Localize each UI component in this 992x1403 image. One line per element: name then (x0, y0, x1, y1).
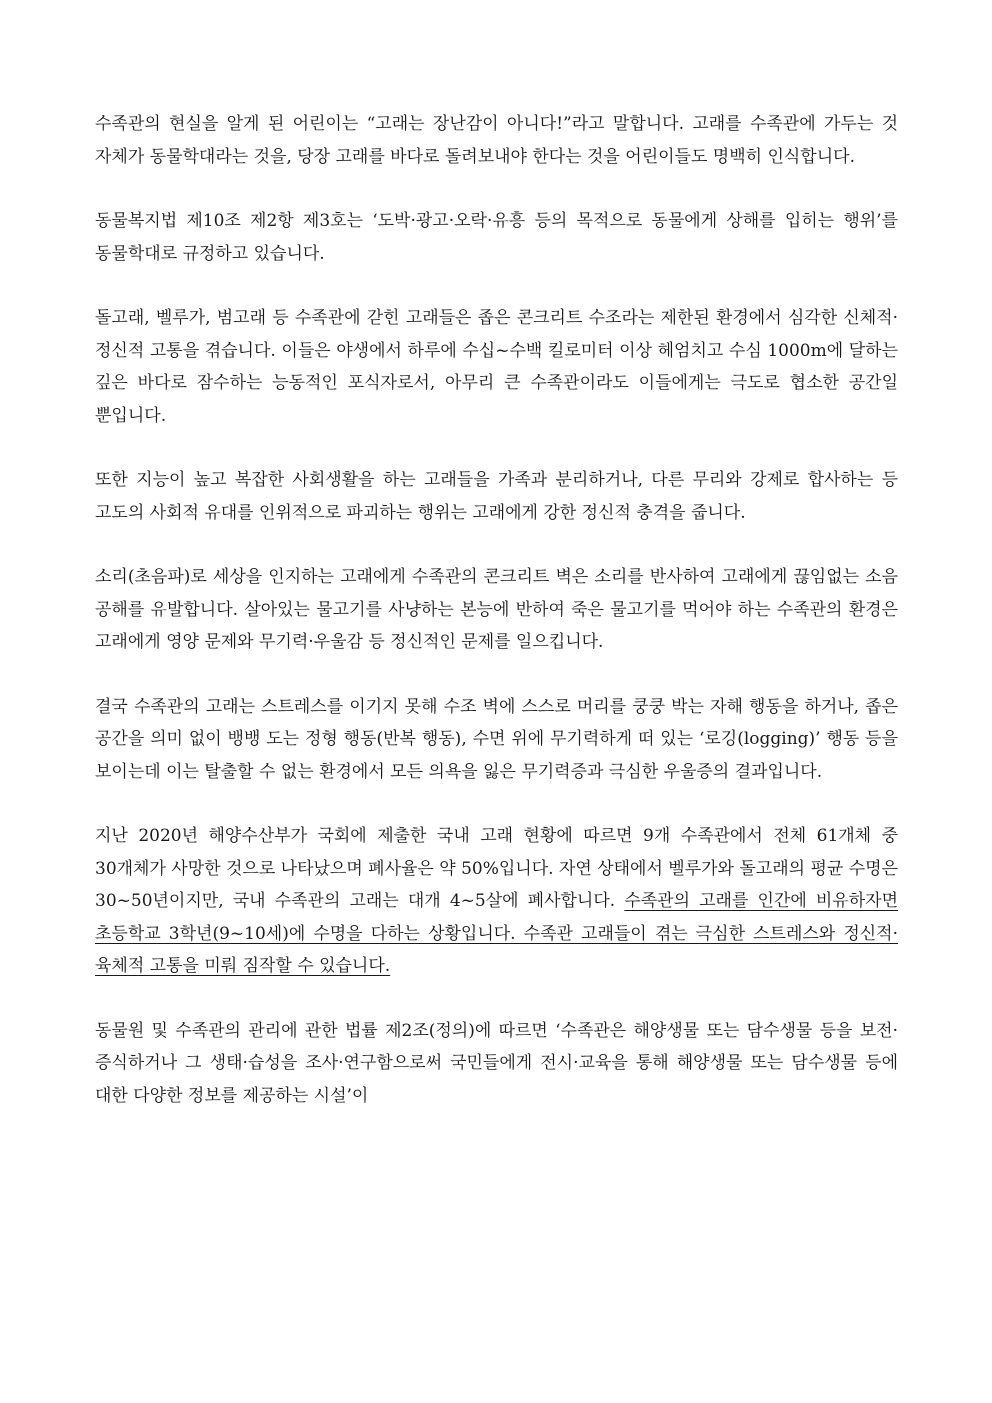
paragraph-children-awareness (95, 108, 898, 173)
paragraph-text: 동물원 및 수족관의 관리에 관한 법률 제2조(정의)에 따르면 ‘수족관은 해양생물 또는 담수생물 등을 보전·증식하거나 그 생태·습성을 조사·연구함으로써 국민들에게 전시·교육을 통해 해양생물 또는 담수생물 등에 대한 다양한 정보를 제공하는 시설’이 (95, 1020, 898, 1106)
paragraph-text: 지난 2020년 해양수산부가 국회에 제출한 국내 고래 현황에 따르면 9개 수족관에서 전체 61개체 중 30개체가 사망한 것으로 나타났으며 폐사율은 약 50%입니다. 자연 상태에서 벨루가와 돌고래의 평균 수명은 30~50년이지만, 국내 수족관의 고래는 대개 4~5살에 폐사합니다. (95, 826, 898, 911)
paragraph-confined-environment (95, 302, 898, 432)
paragraph-noise-pollution (95, 561, 898, 659)
paragraph-text: 수족관의 현실을 알게 된 어린이는 “고래는 장난감이 아니다!”라고 말합니다. 고래를 수족관에 가두는 것 자체가 동물학대라는 것을, 당장 고래를 바다로 돌려보내야 한다는 것을 어린이들도 명백히 인식합니다. (95, 114, 898, 167)
paragraph-text: 또한 지능이 높고 복잡한 사회생활을 하는 고래들을 가족과 분리하거나, 다른 무리와 강제로 합사하는 등 고도의 사회적 유대를 인위적으로 파괴하는 행위는 고래에게 강한 정신적 충격을 줍니다. (95, 470, 898, 523)
paragraph-aquarium-law-definition (95, 1015, 898, 1113)
paragraph-mortality-statistics (95, 820, 898, 983)
paragraph-text: 결국 수족관의 고래는 스트레스를 이기지 못해 수조 벽에 스스로 머리를 쿵쿵 박는 자해 행동을 하거나, 좁은 공간을 의미 없이 뱅뱅 도는 정형 행동(반복 행동), 수면 위에 무기력하게 떠 있는 ‘로깅(logging)’ 행동 등을 보이는데 이는 탈출할 수 없는 환경에서 모든 의욕을 잃은 무기력증과 극심한 우울증의 결과입니다. (95, 696, 898, 782)
paragraph-text: 동물복지법 제10조 제2항 제3호는 ‘도박·광고·오락·유흥 등의 목적으로 동물에게 상해를 입히는 행위’를 동물학대로 규정하고 있습니다. (95, 211, 898, 264)
underlined-emphasis: 수족관의 고래를 인간에 비유하자면 초등학교 3학년(9~10세)에 수명을 다하는 상황입니다. 수족관 고래들이 겪는 극심한 스트레스와 정신적·육체적 고통을 미뤄 짐작할 수 있습니다. (95, 891, 898, 976)
document-body (95, 108, 898, 1144)
paragraph-text: 돌고래, 벨루가, 범고래 등 수족관에 갇힌 고래들은 좁은 콘크리트 수조라는 제한된 환경에서 심각한 신체적·정신적 고통을 겪습니다. 이들은 야생에서 하루에 수십~수백 킬로미터 이상 헤엄치고 수심 1000m에 달하는 깊은 바다로 잠수하는 능동적인 포식자로서, 아무리 큰 수족관이라도 이들에게는 극도로 협소한 공간일 뿐입니다. (95, 308, 898, 426)
paragraph-stress-behavior (95, 691, 898, 789)
paragraph-animal-welfare-law (95, 205, 898, 270)
paragraph-text: 소리(초음파)로 세상을 인지하는 고래에게 수족관의 콘크리트 벽은 소리를 반사하여 고래에게 끊임없는 소음 공해를 유발합니다. 살아있는 물고기를 사냥하는 본능에 반하여 죽은 물고기를 먹어야 하는 수족관의 환경은 고래에게 영양 문제와 무기력·우울감 등 정신적인 문제를 일으킵니다. (95, 567, 898, 652)
paragraph-social-bonds (95, 464, 898, 529)
